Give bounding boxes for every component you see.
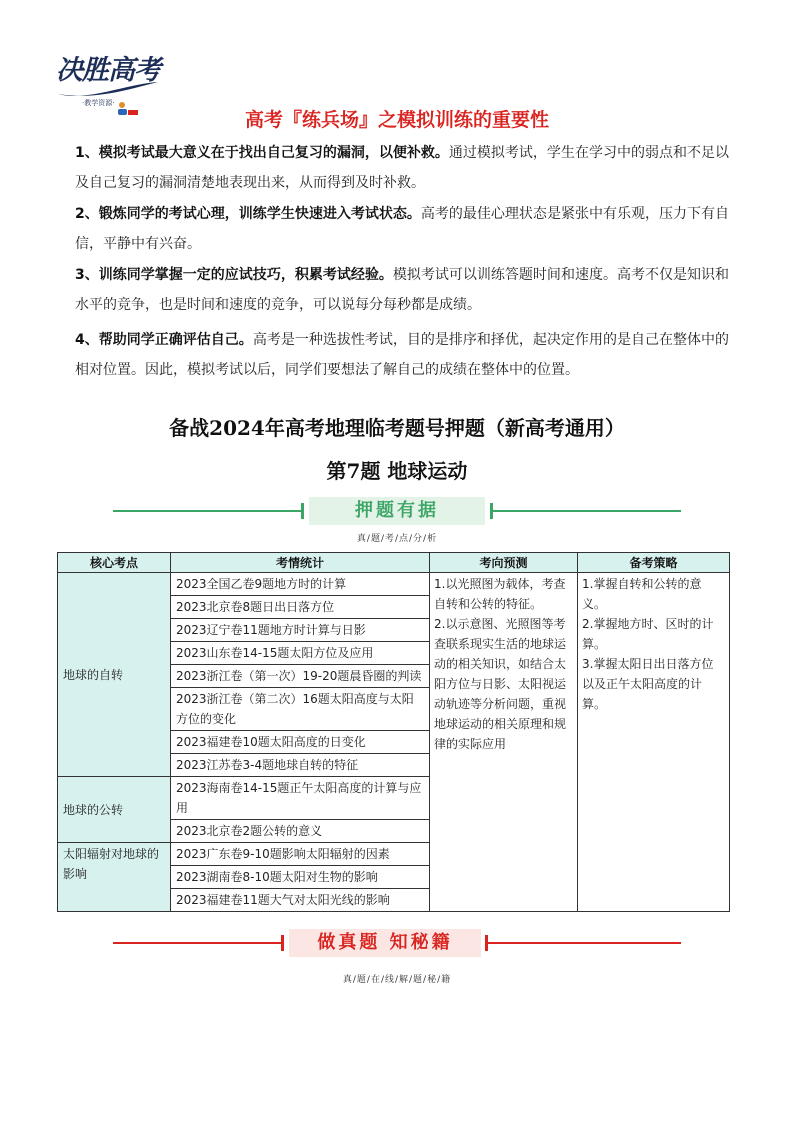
- core-revolution: 地球的公转: [58, 777, 171, 843]
- paragraph-4-bold: 4、帮助同学正确评估自己。: [75, 332, 253, 348]
- paragraph-2: [75, 199, 729, 259]
- header-prediction: 考向预测: [430, 553, 578, 573]
- table-header-row: [58, 553, 730, 573]
- banner-title: 高考『练兵场』之模拟训练的重要性: [244, 109, 549, 131]
- core-rotation: 地球的自转: [58, 573, 171, 777]
- logo-subtext: ·教学资源·: [82, 99, 115, 107]
- section-banner-1: [113, 497, 681, 525]
- exam-analysis-table: [57, 552, 730, 912]
- section-2-left-line: [113, 942, 283, 944]
- paragraph-4: [75, 325, 729, 385]
- stat-cell: 2023北京卷8题日出日落方位: [171, 596, 430, 619]
- stat-cell: 2023山东卷14-15题太阳方位及应用: [171, 642, 430, 665]
- stat-cell: 2023广东卷9-10题影响太阳辐射的因素: [171, 843, 430, 866]
- section-banner-2: [113, 929, 681, 957]
- paragraph-3: [75, 260, 729, 320]
- section-1-left-tick: [301, 503, 304, 519]
- sub-title: 第7题 地球运动: [326, 459, 468, 483]
- section-2-label: 做真题 知秘籍: [289, 929, 481, 957]
- logo-text: 决胜高考: [56, 55, 160, 86]
- prediction-2: 2.以示意图、光照图等考查联系现实生活的地球运动的相关知识，如结合太阳方位与日影、太阳视运动轨迹等分析问题，重视地球运动的相关原理和规律的实际应用: [434, 617, 567, 751]
- core-solar-radiation: 太阳辐射对地球的影响: [58, 843, 171, 912]
- prediction-cell: [430, 573, 578, 912]
- paragraph-4-text: 高考是一种选拔性考试，目的是排序和择优，起决定作用的是自己在整体中的相对位置。因此，模拟考试以后，同学们要想法了解自己的成绩在整体中的位置。: [75, 332, 729, 378]
- paragraph-3-bold: 3、训练同学掌握一定的应试技巧，积累考试经验。: [75, 267, 393, 283]
- stat-cell: 2023浙江卷（第一次）19-20题晨昏圈的判读: [171, 665, 430, 688]
- section-2-right-line: [487, 942, 681, 944]
- prediction-1: 1.以光照图为载体，考查自转和公转的特征。: [434, 577, 566, 611]
- paragraph-2-text: 高考的最佳心理状态是紧张中有乐观，压力下有自信，平静中有兴奋。: [75, 206, 730, 252]
- paragraph-1: [75, 138, 729, 198]
- stat-cell: 2023湖南卷8-10题太阳对生物的影响: [171, 866, 430, 889]
- stat-cell: 2023福建卷11题大气对太阳光线的影响: [171, 889, 430, 912]
- header-strategy: 备考策略: [578, 553, 730, 573]
- paragraph-2-bold: 2、锻炼同学的考试心理，训练学生快速进入考试状态。: [75, 206, 421, 222]
- table-row: [58, 573, 730, 596]
- stat-cell: 2023海南卷14-15题正午太阳高度的计算与应用: [171, 777, 430, 820]
- section-1-subtitle: 真/题/考/点/分/析: [356, 534, 438, 544]
- section-2-left-tick: [281, 935, 284, 951]
- section-1-label: 押题有据: [309, 497, 485, 525]
- stat-cell: 2023福建卷10题太阳高度的日变化: [171, 731, 430, 754]
- main-title: 备战2024年高考地理临考题号押题（新高考通用）: [169, 416, 625, 440]
- strategy-cell: [578, 573, 730, 912]
- paragraph-1-bold: 1、模拟考试最大意义在于找出自己复习的漏洞，以便补救。: [75, 145, 449, 161]
- strategy-3: 3.掌握太阳日出日落方位以及正午太阳高度的计算。: [582, 657, 714, 711]
- paragraph-1-text: 通过模拟考试，学生在学习中的弱点和不足以及自己复习的漏洞清楚地表现出来，从而得到及时补救。: [75, 145, 729, 191]
- section-2-subtitle: 真/题/在/线/解/题/秘/籍: [342, 975, 452, 985]
- stat-cell: 2023江苏卷3-4题地球自转的特征: [171, 754, 430, 777]
- header-core: 核心考点: [58, 553, 171, 573]
- header-stats: 考情统计: [171, 553, 430, 573]
- stat-cell: 2023北京卷2题公转的意义: [171, 820, 430, 843]
- section-1-right-line: [491, 510, 681, 512]
- stat-cell: 2023全国乙卷9题地方时的计算: [171, 573, 430, 596]
- stat-cell: 2023浙江卷（第二次）16题太阳高度与太阳方位的变化: [171, 688, 430, 731]
- paragraph-3-text: 模拟考试可以训练答题时间和速度。高考不仅是知识和水平的竞争，也是时间和速度的竞争，可以说每分每秒都是成绩。: [75, 267, 729, 313]
- section-1-left-line: [113, 510, 303, 512]
- strategy-1: 1.掌握自转和公转的意义。: [582, 577, 702, 611]
- stat-cell: 2023辽宁卷11题地方时计算与日影: [171, 619, 430, 642]
- strategy-2: 2.掌握地方时、区时的计算。: [582, 617, 714, 651]
